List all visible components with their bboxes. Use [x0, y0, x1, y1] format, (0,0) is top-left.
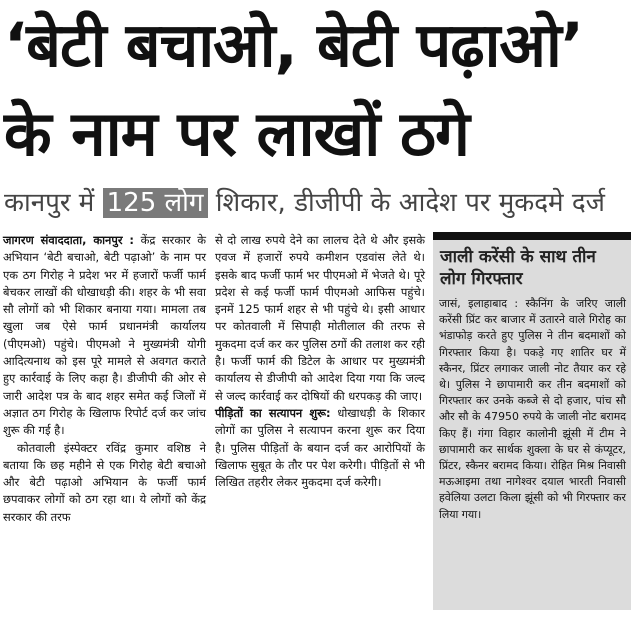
sidebar-title: जाली करेंसी के साथ तीन लोग गिरफ्तार — [440, 247, 596, 289]
story-column-2 — [215, 232, 425, 491]
story-paragraph-4 — [215, 405, 425, 491]
headline-line-1: ‘बेटी बचाओ, बेटी पढ़ाओ’ — [4, 10, 583, 81]
section-heading: पीड़ितों का सत्यापन शुरू: — [215, 405, 331, 420]
story-paragraph-3: से दो लाख रुपये देने का लालच देते थे और इसके एवज में हजारों रुपये कमीशन एडवांस लेते थे। इसके बाद फर्जी फार्म भर पीएमओ में भेजते थे। पूरे प्रदेश से कई फर्जी फार्म पीएमओ आफिस पहुंचे। इनमें 125 फार्म शहर से भी पहुंचे थे। इसी आधार पर कोतवाली में सिपाही मोतीलाल की तरफ से मुकदमा दर्ज कर कर पुलिस ठगों की तलाश कर रही है। फर्जी फार्म की डिटेल के आधार पर मुख्यमंत्री कार्यालय से डीजीपी को आदेश दिया गया कि जल्द से जल्द कार्रवाई कर दोषियों की धरपकड़ की जाए। — [215, 233, 425, 403]
subheadline-after: शिकार, डीजीपी के आदेश पर मुकदमे दर्ज — [207, 188, 605, 218]
story-paragraph-4-text: धोखाधड़ी के शिकार लोगों का पुलिस ने सत्यापन करना शुरू कर दिया है। पुलिस पीड़ितों के बयान दर्ज कर आरोपियों के खिलाफ सुबूत के तौर पर पेश करेगी। पीड़ितों से भी लिखित तहरीर लेकर मुकदमा दर्ज करेगी। — [215, 405, 425, 490]
byline: जागरण संवाददाता, कानपुर : — [3, 233, 134, 247]
story-column-1 — [3, 232, 206, 526]
sidebar-news-box — [433, 232, 631, 610]
story-paragraph-2: कोतवाली इंस्पेक्टर रविंद्र कुमार वशिष्ठ ने बताया कि छह महीने से एक गिरोह बेटी बचाओ और बेटी पढ़ाओ अभियान के फर्जी फार्म छपवाकर लोगों को ठग रहा था। ये लोगों को केंद्र सरकार की तरफ — [3, 440, 206, 524]
sidebar-top-bar — [433, 232, 631, 240]
subheadline-before: कानपुर में — [4, 188, 103, 218]
sidebar-body: जासं, इलाहाबाद : स्कैनिंग के जरिए जाली करेंसी प्रिंट कर बाजार में उतारने वाले गिरोह का भंडाफोड़ करते हुए पुलिस ने तीन बदमाशों को गिरफ्तार किया है। पकड़े गए शातिर घर में स्कैनर, प्रिंटर लगाकर जाली नोट तैयार कर रहे थे। पुलिस ने छापामारी कर तीन बदमाशों को गिरफ्तार कर उनके कब्जे से दो हजार, पांच सौ और सौ के 47950 रुपये के जाली नोट बरामद किए हैं। गंगा विहार कालोनी झूंसी में टीम ने छापामारी कर सार्थक शुक्ला के घर से कंप्यूटर, प्रिंटर, स्कैनर बरामद किया। रोहित मिश्र निवासी मऊआइमा तथा नागेश्वर दयाल भारती निवासी हवेलिया उलटा किला झूंसी को भी गिरफ्तार कर लिया गया। — [439, 297, 626, 521]
subheadline-highlight: 125 लोग — [103, 188, 208, 218]
story-paragraph-1 — [3, 232, 206, 440]
headline-line-2: के नाम पर लाखों ठगे — [4, 97, 469, 170]
subheadline — [4, 182, 634, 224]
story-paragraph-1-text: केंद्र सरकार के अभियान ‘बेटी बचाओ, बेटी पढ़ाओ’ के नाम पर एक ठग गिरोह ने प्रदेश भर में हजारों फर्जी फार्म बेचकर लाखों की धोखाधड़ी की। शहर के भी सवा सौ लोगों को भी शिकार बनाया गया। मामला तब खुला जब ऐसे फार्म प्रधानमंत्री कार्यालय (पीएमओ) पहुंचे। पीएमओ ने मुख्यमंत्री योगी आदित्यनाथ को इस पूरे मामले से अवगत कराते हुए कार्रवाई के लिए कहा है। डीजीपी की ओर से जारी आदेश पत्र के बाद शहर समेत कई जिलों में अज्ञात ठग गिरोह के खिलाफ रिपोर्ट दर्ज कर जांच शुरू की गई है। — [3, 233, 206, 438]
